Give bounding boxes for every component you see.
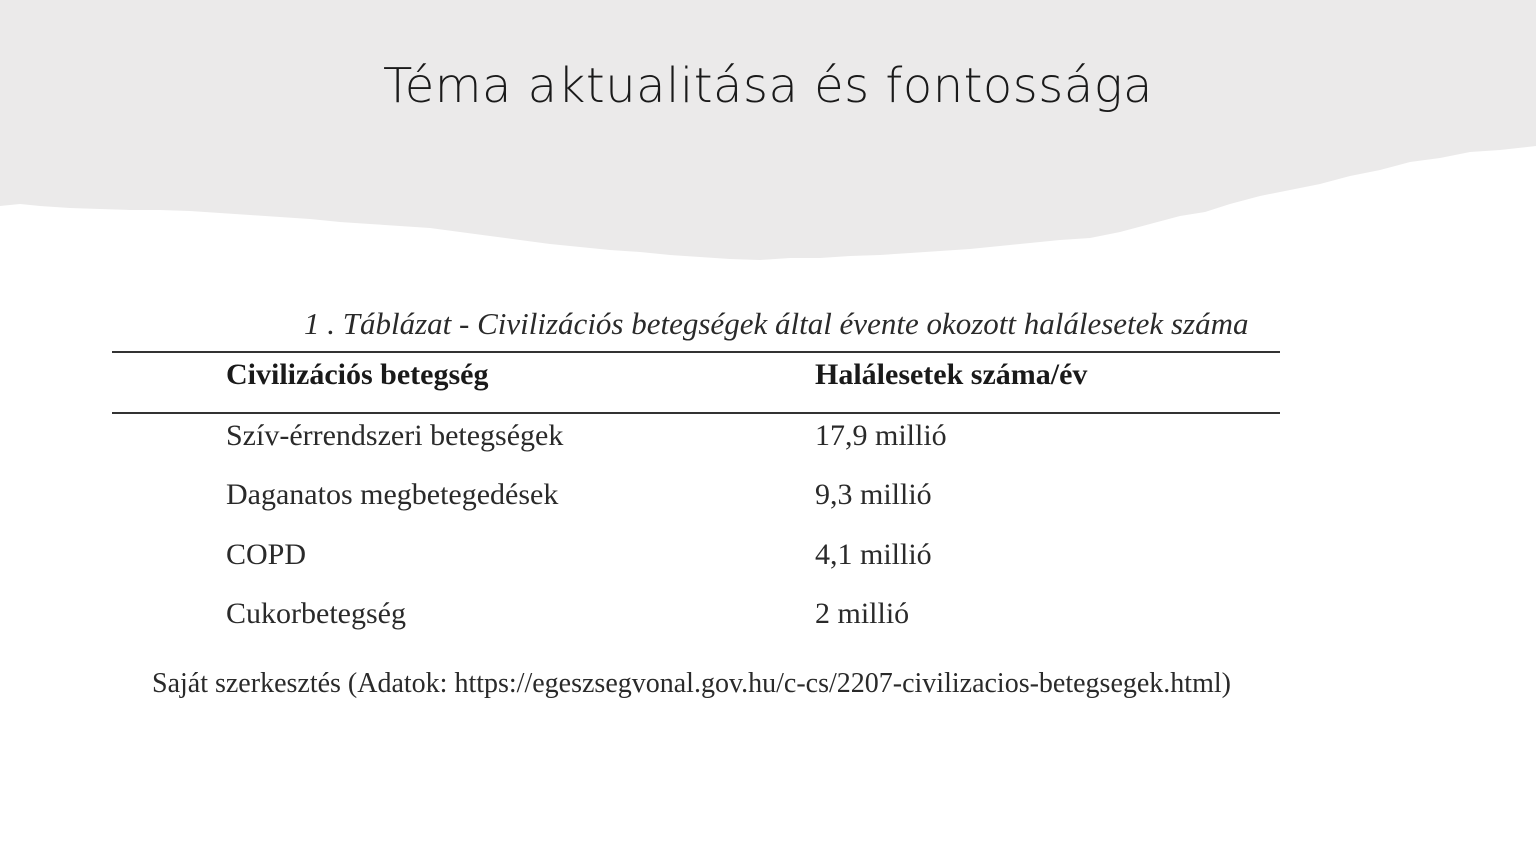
table-cell-deaths: 9,3 millió — [815, 478, 932, 511]
table-header-disease: Civilizációs betegség — [226, 358, 489, 391]
table-header-rule — [112, 412, 1280, 414]
table-cell-disease: Szív-érrendszeri betegségek — [226, 419, 564, 452]
torn-paper-header-background — [0, 0, 1536, 280]
table-cell-disease: Cukorbetegség — [226, 597, 406, 630]
table-source-note: Saját szerkesztés (Adatok: https://egeszsegvonal.gov.hu/c-cs/2207-civilizacios-betegsegek.html) — [152, 668, 1231, 699]
slide-title: Téma aktualitása és fontossága — [383, 58, 1153, 114]
table-header-deaths: Halálesetek száma/év — [815, 358, 1088, 391]
table-cell-disease: Daganatos megbetegedések — [226, 478, 559, 511]
table-top-rule — [112, 351, 1280, 353]
table-cell-deaths: 2 millió — [815, 597, 910, 630]
table-cell-deaths: 4,1 millió — [815, 538, 932, 571]
table-cell-disease: COPD — [226, 538, 307, 571]
table-cell-deaths: 17,9 millió — [815, 419, 947, 452]
table-caption: 1 . Táblázat - Civilizációs betegségek által évente okozott halálesetek száma — [304, 306, 1249, 341]
